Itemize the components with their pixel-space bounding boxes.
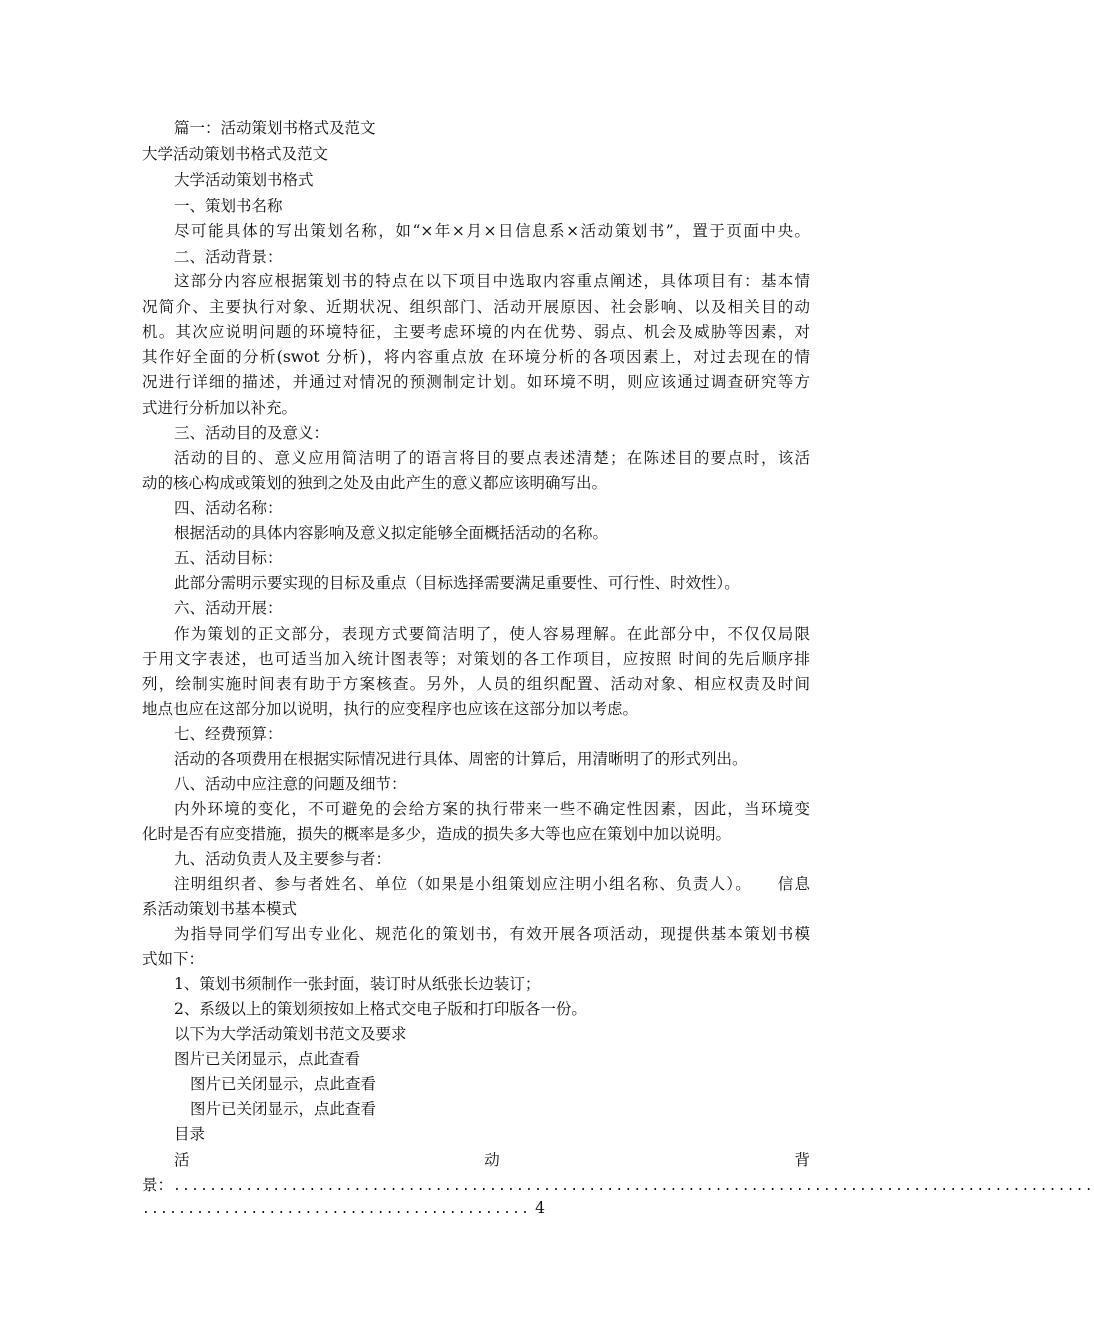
heading-1: 一、策划书名称 — [174, 197, 283, 215]
paragraph-line: 况进行详细的描述，并通过对情况的预测制定计划。如环境不明，则应该通过调查研究等方 — [142, 373, 810, 391]
section-title: 大学活动策划书格式 — [174, 171, 314, 189]
toc-char: 背 — [794, 1151, 810, 1169]
document-title: 大学活动策划书格式及范文 — [142, 145, 329, 163]
toc-entry-prefix: 景： — [142, 1176, 174, 1194]
heading-4: 四、活动名称： — [174, 499, 283, 517]
heading-9: 九、活动负责人及主要参与者： — [174, 850, 392, 868]
toc-char: 活 — [174, 1151, 190, 1169]
heading-2: 二、活动背景： — [174, 248, 283, 266]
toc-entry-page — [142, 1196, 810, 1221]
paragraph-line: 化时是否有应变措施，损失的概率是多少，造成的损失多大等也应在策划中加以说明。 — [142, 825, 732, 843]
paragraph-line: 以下为大学活动策划书范文及要求 — [174, 1025, 407, 1043]
heading-8: 八、活动中应注意的问题及细节： — [174, 775, 407, 793]
heading-3: 三、活动目的及意义： — [174, 424, 330, 442]
paragraph-line: 活动的目的、意义应用简洁明了的语言将目的要点表述清楚；在陈述目的要点时，该活 — [174, 449, 810, 467]
paragraph-line: 内外环境的变化，不可避免的会给方案的执行带来一些不确定性因素，因此，当环境变 — [174, 800, 810, 818]
toc-leader-dots: ........................................... — [142, 1202, 531, 1217]
list-item: 2、系级以上的策划须按如上格式交电子版和打印版各一份。 — [174, 1000, 587, 1018]
paragraph-line: 根据活动的具体内容影响及意义拟定能够全面概括活动的名称。 — [174, 524, 609, 542]
heading-6: 六、活动开展： — [174, 599, 283, 617]
paragraph-line: 活动的各项费用在根据实际情况进行具体、周密的计算后，用清晰明了的形式列出。 — [174, 750, 748, 768]
toc-page-number: 4 — [535, 1199, 545, 1217]
paragraph-line: 尽可能具体的写出策划名称，如“×年×月×日信息系×活动策划书”，置于页面中央。 — [174, 222, 810, 240]
paragraph-line: 地点也应在这部分加以说明，执行的应变程序也应该在这部分加以考虑。 — [142, 700, 639, 718]
paragraph-line: 式如下： — [142, 950, 205, 968]
image-placeholder-link[interactable]: 图片已关闭显示，点此查看 — [190, 1100, 377, 1118]
paragraph-line: 式进行分析加以补充。 — [142, 399, 298, 417]
heading-7: 七、经费预算： — [174, 725, 283, 743]
toc-leader-dots: ...................................................................................................... — [173, 1179, 1094, 1194]
section-title: 系活动策划书基本模式 — [142, 900, 298, 918]
paragraph-line: 动的核心构成或策划的独到之处及由此产生的意义都应该明确写出。 — [142, 474, 608, 492]
paragraph-line: 此部分需明示要实现的目标及重点（目标选择需要满足重要性、可行性、时效性）。 — [174, 574, 740, 592]
paragraph-line: 注明组织者、参与者姓名、单位（如果是小组策划应注明小组名称、负责人）。 信息 — [174, 875, 810, 893]
image-placeholder-link[interactable]: 图片已关闭显示，点此查看 — [174, 1050, 361, 1068]
paragraph-line: 这部分内容应根据策划书的特点在以下项目中选取内容重点阐述，具体项目有：基本情 — [174, 272, 810, 290]
paragraph-line: 机。其次应说明问题的环境特征，主要考虑环境的内在优势、弱点、机会及威胁等因素，对 — [142, 323, 810, 341]
toc-heading: 目录 — [174, 1125, 206, 1143]
toc-entry-dots — [142, 1173, 1094, 1198]
paragraph-line: 于用文字表述，也可适当加入统计图表等；对策划的各工作项目，应按照 时间的先后顺序排 — [142, 650, 810, 668]
article-heading: 篇一：活动策划书格式及范文 — [174, 119, 376, 137]
heading-5: 五、活动目标： — [174, 549, 283, 567]
paragraph-line: 列，绘制实施时间表有助于方案核查。另外，人员的组织配置、活动对象、相应权责及时间 — [142, 675, 810, 693]
image-placeholder-link[interactable]: 图片已关闭显示，点此查看 — [190, 1075, 377, 1093]
toc-entry-spread — [174, 1148, 810, 1173]
list-item: 1、策划书须制作一张封面，装订时从纸张长边装订； — [174, 975, 541, 993]
paragraph-line: 作为策划的正文部分，表现方式要简洁明了，使人容易理解。在此部分中，不仅仅局限 — [174, 625, 810, 643]
paragraph-line: 况简介、主要执行对象、近期状况、组织部门、活动开展原因、社会影响、以及相关目的动 — [142, 298, 810, 316]
paragraph-line: 其作好全面的分析(swot 分析)，将内容重点放 在环境分析的各项因素上，对过去现在的情 — [142, 348, 810, 366]
paragraph-line: 为指导同学们写出专业化、规范化的策划书，有效开展各项活动，现提供基本策划书模 — [174, 925, 810, 943]
toc-char: 动 — [484, 1151, 500, 1169]
